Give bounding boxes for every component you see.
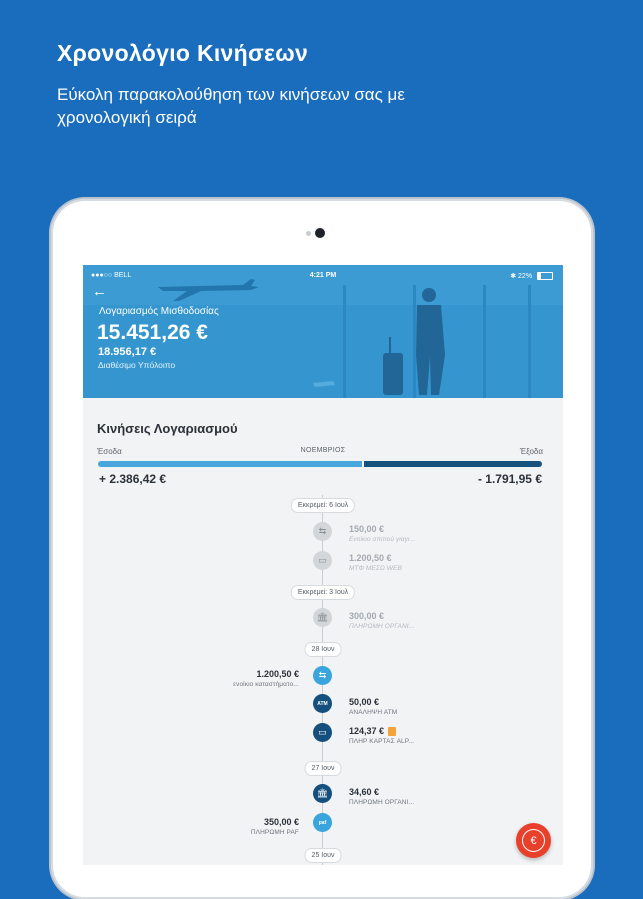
movements-title: Κινήσεις Λογαριασμού [97,421,238,436]
transaction-amount[interactable]: 34,60 € [349,787,380,797]
carrier-label: ●●●○○ BELL [91,272,132,279]
transaction-amount[interactable]: 1.200,50 € [256,669,299,679]
bluetooth-icon: ✱ [510,273,519,280]
euro-action-button[interactable] [516,823,551,858]
transaction-amount[interactable] [349,726,396,736]
date-pill-pending-6: Εκκρεμεί: 6 Ιουλ [291,498,355,513]
transaction-amount[interactable]: 150,00 € [349,524,385,534]
date-pill-27: 27 Ιουν [305,761,342,776]
receipt-icon [388,727,396,736]
promo-title: Χρονολόγιο Κινήσεων [57,40,309,66]
atm-icon[interactable]: ATM [313,694,332,713]
available-balance: 18.956,17 € [98,346,157,358]
app-screen [83,265,563,865]
bank-icon[interactable]: 🏛 [313,784,332,803]
expense-total: - 1.791,95 € [477,472,542,486]
clock: 4:21 PM [309,272,337,279]
camera-icon [315,228,325,238]
transaction-desc: Ενοίκιο σπιτιού γιαγι... [349,536,416,543]
account-balance: 15.451,26 € [97,321,208,344]
transaction-amount[interactable]: 1.200,50 € [349,553,392,563]
income-label: Έσοδα [97,447,122,456]
expense-label: Έξοδα [519,447,543,456]
available-balance-label: Διαθέσιμο Υπόλοιπο [98,360,176,370]
transaction-desc: ΠΛΗΡ ΚΑΡΤΑΣ ALP... [349,738,415,745]
paf-icon[interactable]: paf [313,813,332,832]
transfer-icon[interactable]: ⇆ [313,522,332,541]
month-label: ΝΟΕΜΒΡΙΟΣ [300,447,346,454]
bank-icon[interactable]: 🏛 [313,608,332,627]
transaction-desc: ενοίκιο καταστήματο... [233,681,299,688]
transaction-desc: ΠΛΗΡΩΜΗ PAF [250,829,299,836]
sensor-dot [306,231,311,236]
euro-icon: € [522,829,545,852]
battery-icon [537,272,553,280]
card-icon[interactable]: ▭ [313,551,332,570]
transaction-amount[interactable]: 300,00 € [349,611,385,621]
account-header [83,265,563,398]
date-pill-28: 28 Ιουν [305,642,342,657]
date-pill-25: 25 Ιουν [305,848,342,863]
battery-percent: 22% [518,273,533,280]
transaction-amount-text: 124,37 € [349,726,385,736]
transaction-desc: ΠΛΗΡΩΜΗ ΟΡΓΑΝΙ... [349,623,415,630]
transfer-icon[interactable]: ⇆ [313,666,332,685]
transaction-desc: ΜΤΦ ΜΕΣΩ WEB [349,565,402,572]
income-bar [98,461,362,467]
transaction-amount[interactable]: 350,00 € [263,817,299,827]
date-pill-pending-3: Εκκρεμεί: 3 Ιουλ [291,585,355,600]
transaction-desc: ΑΝΑΛΗΨΗ ΑΤΜ [349,709,398,716]
promo-subtitle: Εύκολη παρακολούθηση των κινήσεων σας με χρονολογική σειρά [57,85,405,127]
transaction-desc: ΠΛΗΡΩΜΗ ΟΡΓΑΝΙ... [349,799,415,806]
income-total: + 2.386,42 € [99,472,167,486]
status-bar [83,265,563,285]
back-arrow-icon[interactable]: ← [92,283,107,300]
battery-status [510,272,553,280]
expense-bar [364,461,542,467]
card-icon[interactable]: ▭ [313,723,332,742]
account-name: Λογαριασμός Μισθοδοσίας [99,306,219,317]
transaction-amount[interactable]: 50,00 € [349,697,380,707]
